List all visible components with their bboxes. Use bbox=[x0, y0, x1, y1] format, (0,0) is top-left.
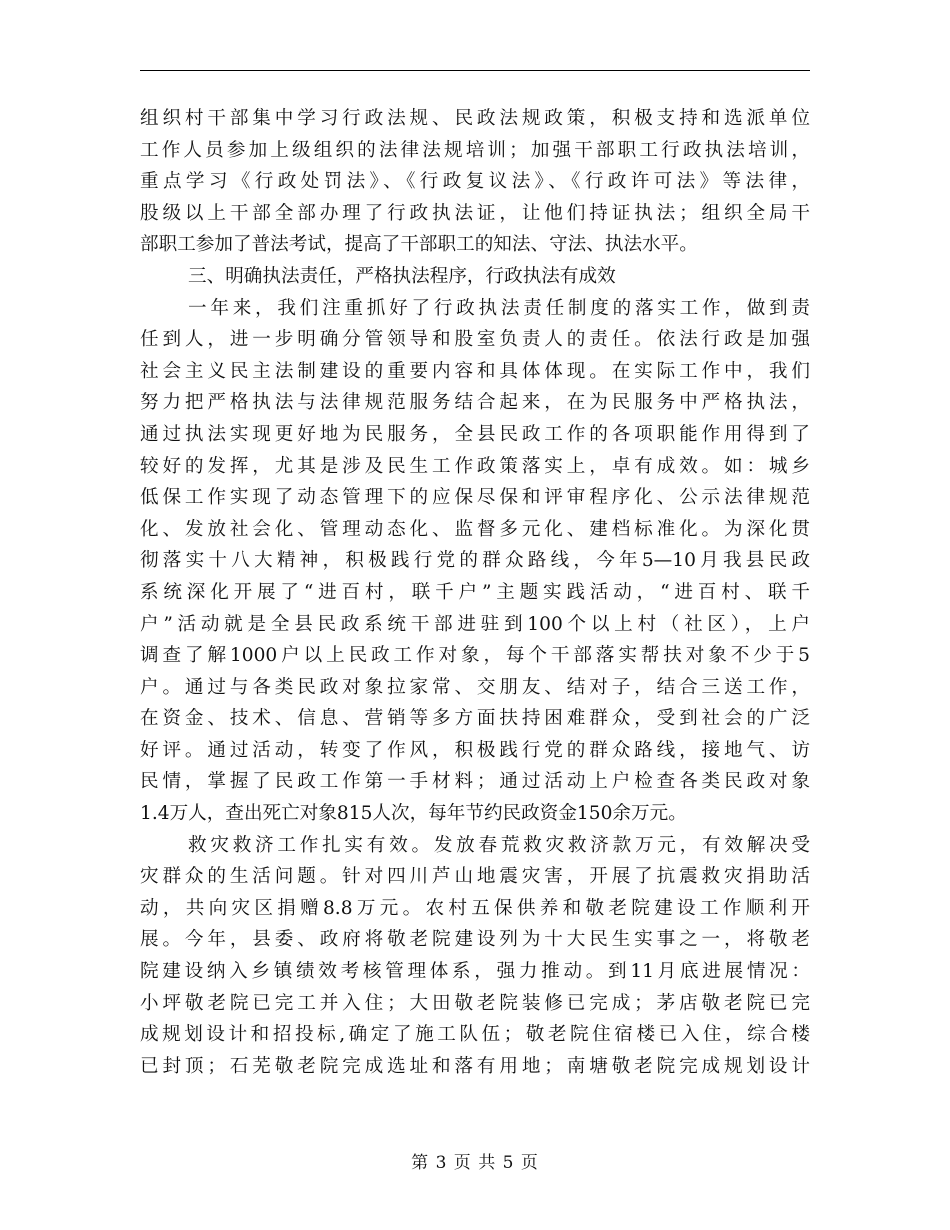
text-line: 已封顶；石芜敬老院完成选址和落有用地；南塘敬老院完成规划设计 bbox=[140, 1055, 810, 1077]
text-line: 股级以上干部全部办理了行政执法证，让他们持证执法；组织全局干 bbox=[140, 202, 810, 224]
text-line: 院建设纳入乡镇绩效考核管理体系，强力推动。到11月底进展情况： bbox=[140, 961, 810, 983]
text-line: 部职工参加了普法考试，提高了干部职工的知法、守法、执法水平。 bbox=[140, 234, 698, 256]
page-number-footer: 第 3 页 共 5 页 bbox=[411, 1153, 539, 1173]
text-line: 救灾救济工作扎实有效。发放春荒救灾救济款万元，有效解决受 bbox=[188, 834, 810, 856]
text-line: 1.4万人，查出死亡对象815人次，每年节约民政资金150余万元。 bbox=[140, 803, 687, 825]
text-line: 灾群众的生活问题。针对四川芦山地震灾害，开展了抗震救灾捐助活 bbox=[140, 866, 810, 888]
text-line: 通过执法实现更好地为民服务，全县民政工作的各项职能作用得到了 bbox=[140, 423, 810, 445]
text-line: 展。今年，县委、政府将敬老院建设列为十大民生实事之一，将敬老 bbox=[140, 929, 810, 951]
text-line: 户”活动就是全县民政系统干部进驻到100个以上村（社区），上户 bbox=[140, 613, 810, 635]
text-line: 动，共向灾区捐赠8.8万元。农村五保供养和敬老院建设工作顺利开 bbox=[140, 897, 810, 919]
text-line: 在资金、技术、信息、营销等多方面扶持困难群众，受到社会的广泛 bbox=[140, 708, 810, 730]
text-line: 低保工作实现了动态管理下的应保尽保和评审程序化、公示法律规范 bbox=[140, 487, 810, 509]
text-line: 好评。通过活动，转变了作风，积极践行党的群众路线，接地气、访 bbox=[140, 739, 810, 761]
text-line: 成规划设计和招投标,确定了施工队伍；敬老院住宿楼已入住，综合楼 bbox=[140, 1024, 810, 1046]
text-line: 调查了解1000户以上民政工作对象，每个干部落实帮扶对象不少于5 bbox=[140, 645, 810, 667]
text-line: 小坪敬老院已完工并入住；大田敬老院装修已完成；茅店敬老院已完 bbox=[140, 992, 810, 1014]
text-line: 任到人，进一步明确分管领导和股室负责人的责任。依法行政是加强 bbox=[140, 329, 810, 351]
text-line: 民情，掌握了民政工作第一手材料；通过活动上户检查各类民政对象 bbox=[140, 771, 810, 793]
header-rule bbox=[140, 70, 810, 71]
text-line: 彻落实十八大精神，积极践行党的群众路线，今年5—10月我县民政 bbox=[140, 550, 810, 572]
document-body bbox=[140, 103, 810, 1082]
text-line: 组织村干部集中学习行政法规、民政法规政策，积极支持和选派单位 bbox=[140, 108, 810, 129]
text-line: 系统深化开展了“进百村，联千户”主题实践活动，“进百村、联千 bbox=[140, 581, 810, 603]
text-line: 工作人员参加上级组织的法律法规培训；加强干部职工行政执法培训， bbox=[140, 139, 810, 161]
text-line: 努力把严格执法与法律规范服务结合起来，在为民服务中严格执法， bbox=[140, 392, 810, 414]
text-line: 较好的发挥，尤其是涉及民生工作政策落实上，卓有成效。如：城乡 bbox=[140, 455, 810, 477]
text-line: 户。通过与各类民政对象拉家常、交朋友、结对子，结合三送工作， bbox=[140, 676, 810, 698]
text-line: 社会主义民主法制建设的重要内容和具体体现。在实际工作中，我们 bbox=[140, 360, 810, 382]
text-line: 重点学习《行政处罚法》、《行政复议法》、《行政许可法》等法律， bbox=[140, 171, 810, 193]
text-line: 一年来，我们注重抓好了行政执法责任制度的落实工作，做到责 bbox=[188, 297, 810, 319]
text-line: 化、发放社会化、管理动态化、监督多元化、建档标准化。为深化贯 bbox=[140, 518, 810, 540]
text-line: 三、明确执法责任，严格执法程序，行政执法有成效 bbox=[188, 265, 616, 287]
